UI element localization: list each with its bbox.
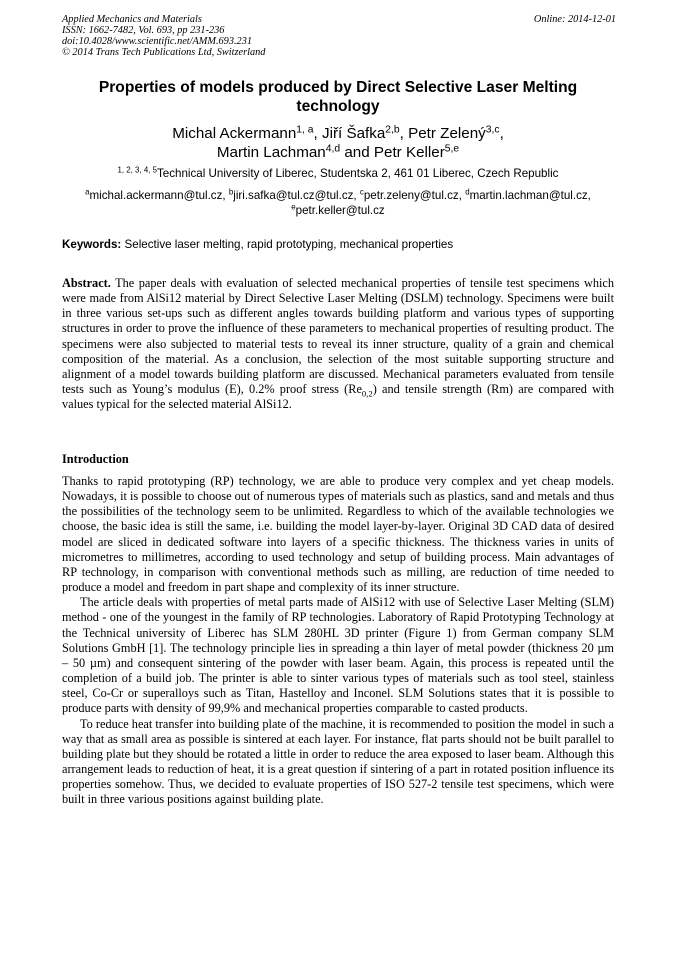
issn-line: ISSN: 1662-7482, Vol. 693, pp 231-236 — [62, 25, 225, 36]
author-affil-mark: 4,d — [325, 143, 341, 155]
author-name: Michal Ackermann — [172, 125, 297, 142]
email-item — [85, 189, 226, 202]
author-list — [62, 124, 614, 162]
keywords-text: Selective laser melting, rapid prototyping, mechanical properties — [124, 238, 454, 251]
paper-title: Properties of models produced by Direct Selective Laser Melting technology — [98, 79, 578, 115]
paragraph: The article deals with properties of metal parts made of AlSi12 with use of Selective Laser Melting (SLM) method - one of the youngest in the family of RP technologies. Laboratory of Rapid Prototyping Technology at the Technical university of Liberec has SLM 280HL 3D printer (Figure 1) from German company SLM Solutions GmbH [1]. The technology principle lies in spreading a thin layer of metal powder (thickness 20 µm – 50 µm) and consequent sintering of the powder with laser beam. Again, this process is repeated until the completion of a build job. The printer is able to sinter various types of materials such as tool steel, stainless steel, Co-Cr or superalloys such as Titan, Hastelloy and Inconel. SLM Solutions states that it is possible to produce parts with density of 99,9% and mechanical properties comparable to casted products. — [62, 595, 614, 716]
journal-header — [62, 14, 265, 58]
abstract-label: Abstract. — [62, 276, 111, 290]
email-item — [229, 189, 357, 202]
author-name: Martin Lachman — [216, 144, 326, 161]
author-separator: , — [313, 125, 322, 142]
paragraph: To reduce heat transfer into building plate of the machine, it is recommended to position the model in such a way that as small area as possible is sintered at each layer. For instance, flat parts should not be built parallel to building plate but they should be rotated a little in order to reduce the area exposed to laser beam. Although this arrangement leads to reduction of heat, it is a great question if sintering of a part in rotated position influence its properties somehow. Thus, we decided to evaluate properties of ISO 527-2 tensile test specimens, which were built in three various positions against building plate. — [62, 716, 614, 807]
email-mark: a — [85, 187, 90, 197]
abstract — [62, 276, 614, 412]
email-address[interactable]: martin.lachman@tul.cz, — [469, 189, 591, 202]
introduction-body — [62, 474, 614, 807]
abstract-text: The paper deals with evaluation of selected mechanical properties of tensile test specimens which were made from AlSi12 material by Direct Selective Laser Melting (DSLM) technology. Specimens were built in three various set-ups such as different angles towards building platform and various types of supporting structures in order to prove the influence of these parameters to mechanical properties of resulting product. The specimens were also subjected to material tests to reveal its inner structure, quality of a grain and chemical composition of the material. As a conclusion, the selection of the most suitable supporting structure and alignment of a model towards building platform are discussed. Mechanical parameters evaluated from tensile tests such as Young’s modulus (E), 0.2% proof stress (Re — [62, 276, 614, 397]
email-mark: d — [465, 187, 470, 197]
email-list — [62, 188, 614, 218]
abstract-subscript: 0,2 — [361, 388, 373, 399]
affiliation — [62, 167, 614, 181]
email-mark: c — [359, 187, 364, 197]
online-date: Online: 2014-12-01 — [533, 14, 616, 25]
journal-name: Applied Mechanics and Materials — [62, 14, 202, 25]
author-name: Jiří Šafka — [321, 125, 386, 142]
author-name: Petr Zelený — [408, 125, 486, 142]
copyright-line: © 2014 Trans Tech Publications Ltd, Switzerland — [62, 47, 266, 58]
keywords-label: Keywords: — [62, 238, 122, 251]
email-item — [291, 204, 384, 217]
email-address[interactable]: petr.keller@tul.cz — [295, 204, 385, 217]
author-separator: , — [399, 125, 409, 142]
email-address[interactable]: michal.ackermann@tul.cz, — [89, 189, 226, 202]
email-address[interactable]: jiri.safka@tul.cz@tul.cz, — [233, 189, 357, 202]
author-affil-mark: 3,c — [485, 124, 500, 136]
affiliation-text: Technical University of Liberec, Studentska 2, 461 01 Liberec, Czech Republic — [156, 167, 559, 180]
author-affil-mark: 2,b — [385, 124, 400, 136]
affiliation-marks: 1, 2, 3, 4, 5 — [117, 165, 157, 175]
email-mark: e — [291, 202, 296, 212]
author-separator: and — [340, 144, 374, 161]
section-heading: Introduction — [62, 452, 129, 466]
keywords — [62, 238, 614, 252]
email-address[interactable]: petr.zeleny@tul.cz, — [363, 189, 462, 202]
abstract-text-end: ) and tensile strength (Rm) are compared with values typical for the selected material AlSi12. — [62, 382, 614, 412]
author-name: Petr Keller — [373, 144, 445, 161]
paragraph: Thanks to rapid prototyping (RP) technology, we are able to produce very complex and yet cheap models. Nowadays, it is possible to choose out of numerous types of materials such as plastics, sand and metals and thus the possibilities of the technology seem to be unlimited. Regardless to which of the available technologies we choose, the basic idea is still the same, i.e. building the model layer-by-layer. Original 3D CAD data of desired model are sliced in dedicated software into layers of a specific thickness. The thickness varies in units of micrometres to millimetres, according to used technology and setup of building process. Main advantages of RP technology, in comparison with conventional methods such as milling, are reduction of time needed to produce a model and freedom in part shape and complexity of its inner structure. — [62, 474, 614, 595]
author-affil-mark: 5,e — [444, 143, 460, 155]
email-item — [465, 189, 591, 202]
doi-line: doi:10.4028/www.scientific.net/AMM.693.231 — [62, 36, 252, 47]
author-affil-mark: 1, a — [296, 124, 314, 136]
author-separator: , — [499, 125, 504, 142]
email-mark: b — [228, 187, 234, 197]
email-item — [360, 189, 462, 202]
